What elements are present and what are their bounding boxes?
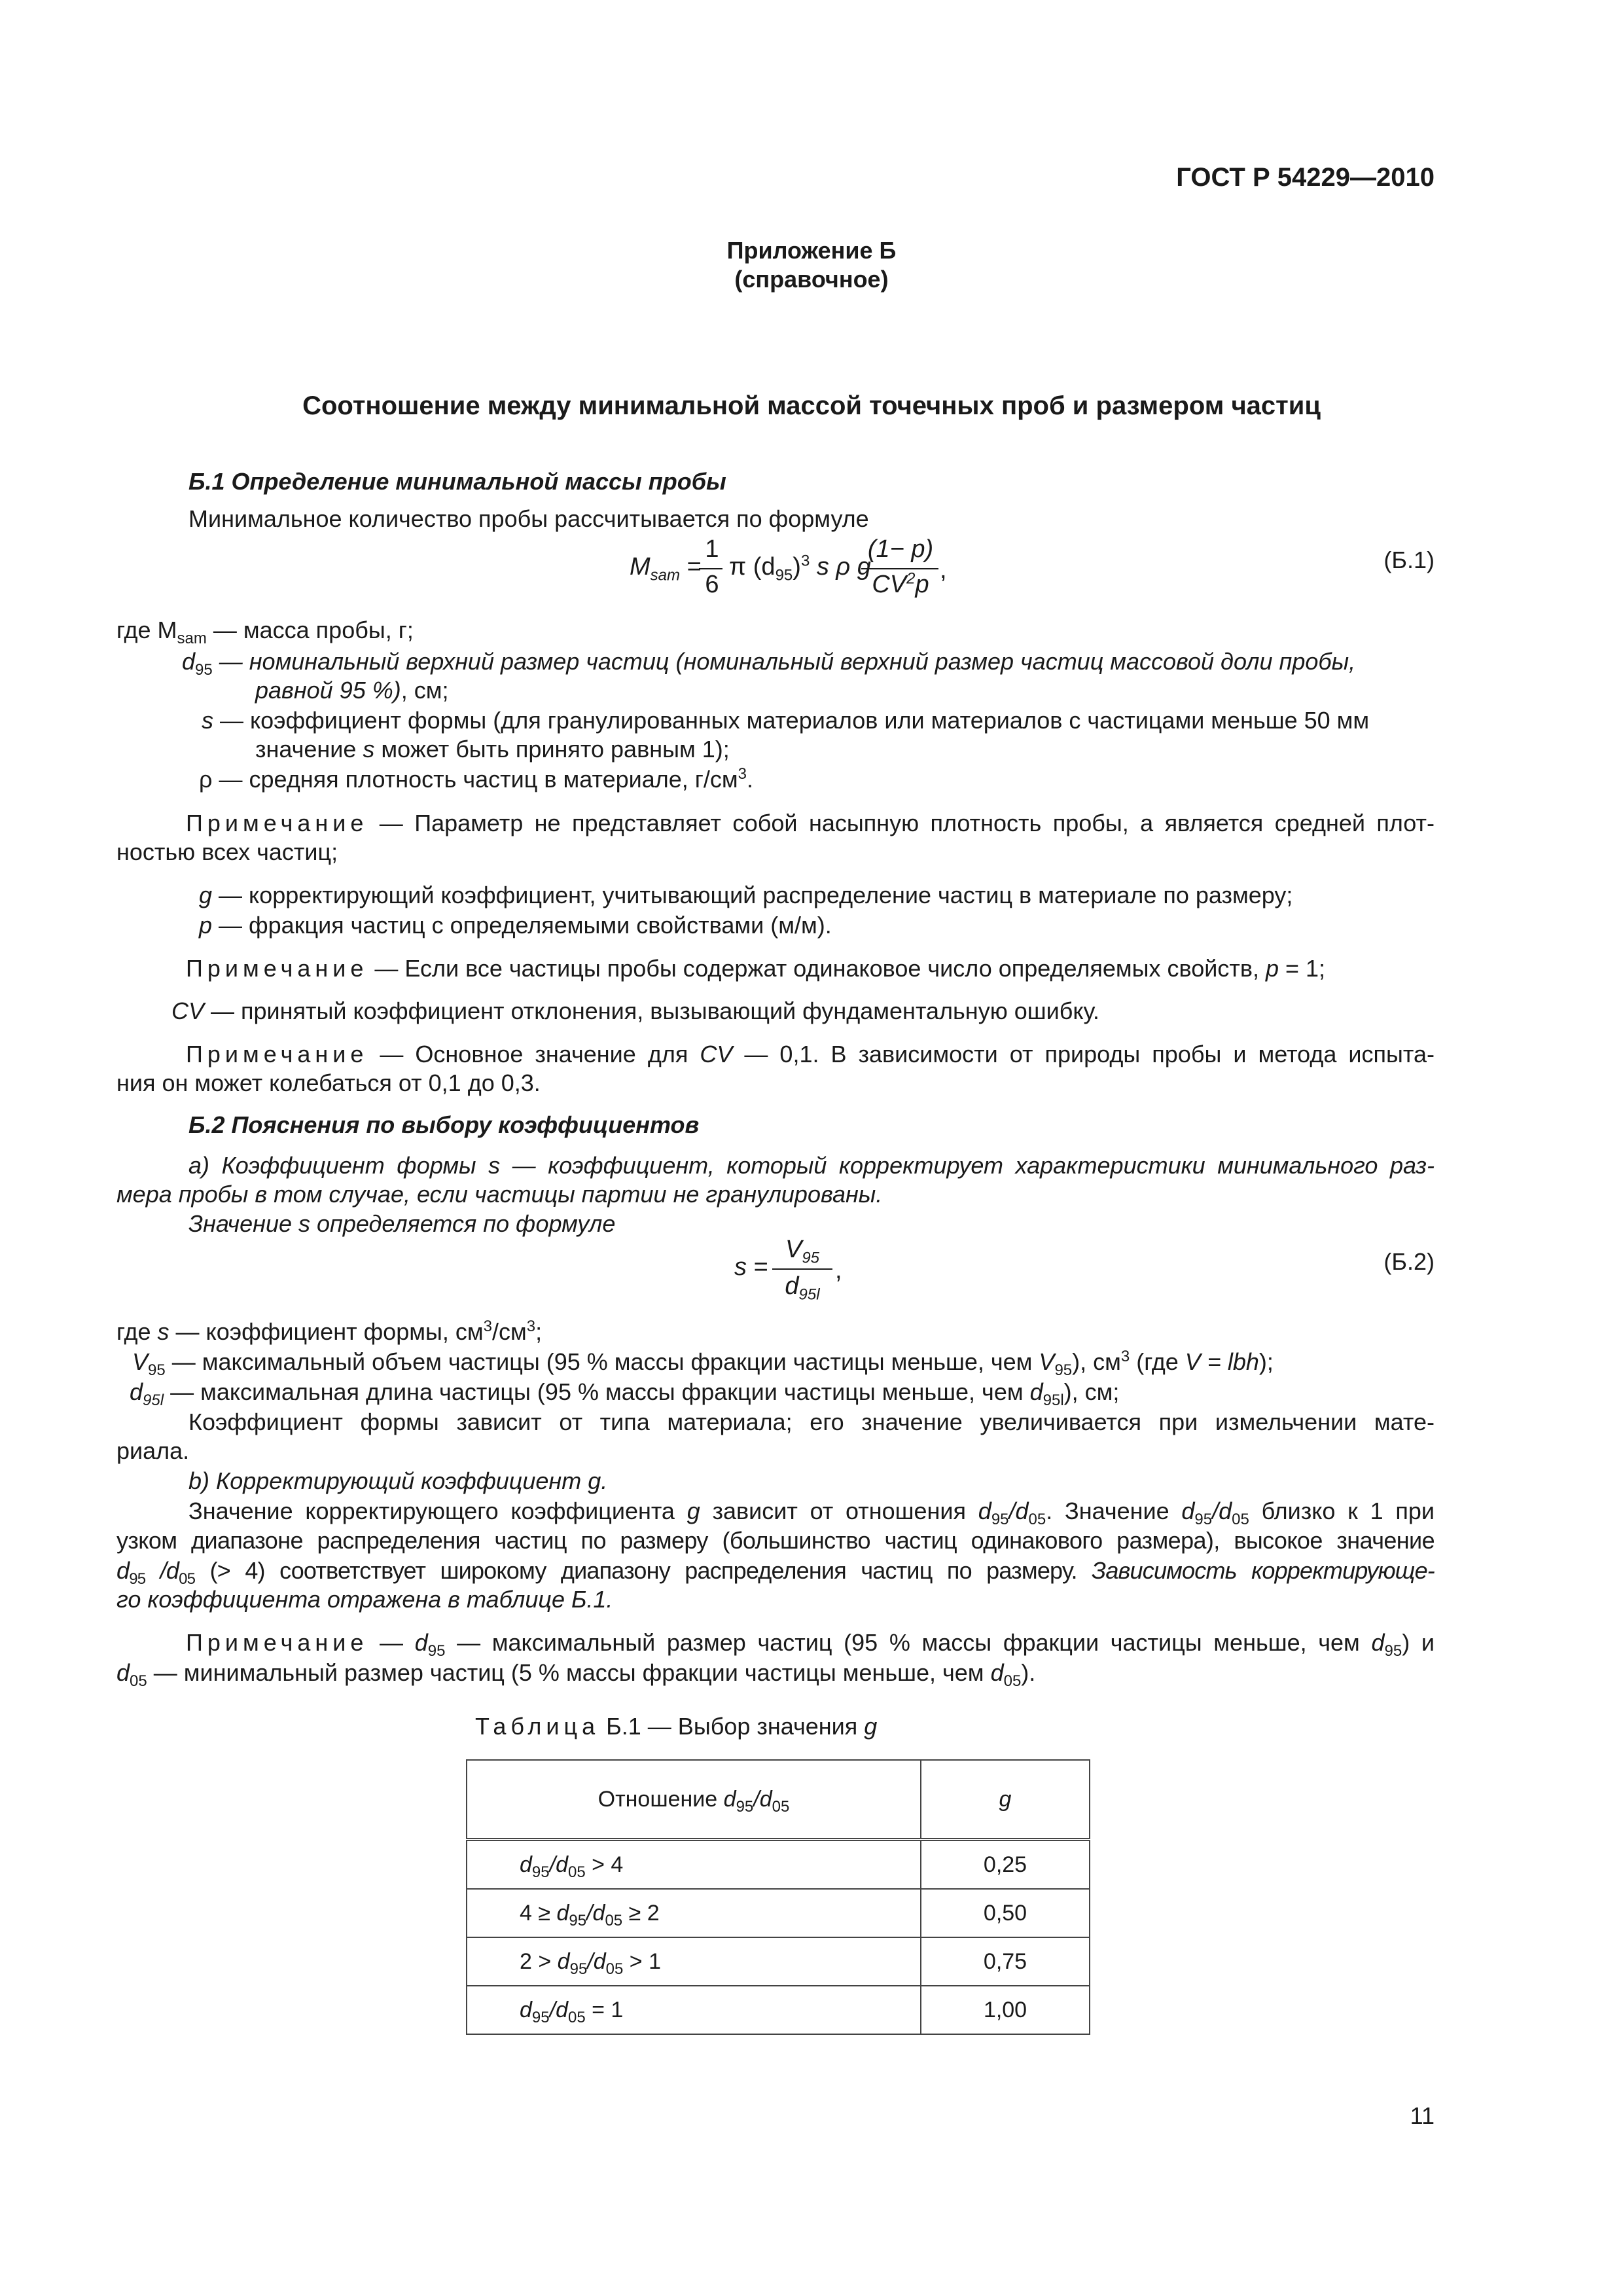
- table-row: [467, 1840, 1090, 1890]
- def-d95l: $d_{95l}$ — максимальная длина частицы (95 % массы фракции частицы меньше, чем $d_{95l}$), см;: [130, 1378, 1120, 1410]
- def-msam: где $M_{sam}$ — масса пробы, г;: [116, 617, 414, 648]
- note-1: Примечание — Параметр не представляет собой насыпную плотность пробы, а является средней плот-: [186, 810, 1435, 836]
- document-page: ГОСТ Р 54229—2010 Приложение Б (справочное) Соотношение между минимальной массой точечных проб и размером частиц Б.1 Определение минимальной массы пробы Минимальное количество пробы рассчитывается по формуле $M_{sam}$ = 1 6 π $(d_{95})^3$ s ρ g (1− p) $CV^2p$ , (Б.1) где $M_{sam}$ — масса пробы, г; $d_{95}$ — номинальный верхний размер частиц (номинальный верхний размер частиц массовой доли пробы, равной 95 %), см; s — коэффициент формы (для гранулированных материалов или материалов с частицами меньше 50 мм значение s может быть принято равным 1); ρ — средняя плотность частиц в материале, $г/см^3$. Примечание — Параметр не представляет собой насыпную плотность пробы, а является средней плот- ностью всех частиц; g — корректирующий коэффициент, учитывающий распределение частиц в материале по размеру; p — фракция частиц с определяемыми свойствами (м/м). Примечание — Если все частицы пробы содержат одинаковое число определяемых свойств, p = 1; CV — принятый коэффициент отклонения, вызывающий фундаментальную ошибку. Примечание — Основное значение для CV — 0,1. В зависимости от природы пробы и метода испыта- ния он может колебаться от 0,1 до 0,3. Б.2 Пояснения по выбору коэффициентов а) Коэффициент формы s — коэффициент, который корректирует характеристики минимального раз- мера пробы в том случае, если частицы партии не гранулированы. Значение s определяется по формуле s = $V_{95}$ $d_{95l}$ , (Б.2) где s — коэффициент формы, $см^3/см^3$; $V_{95}$ — максимальный объем частицы (95 % массы фракции частицы меньше, чем $V_{95}$), $см^3$ (где V = lbh); $d_{95l}$ — максимальная длина частицы (95 % массы фракции частицы меньше, чем $d_{95l}$), см; Коэффициент формы зависит от типа материала; его значение увеличивается при измельчении мате- риала. b) Корректирующий коэффициент g. Значение корректирующего коэффициента g зависит от отношения $d_{95}/d_{05}$. Значение $d_{95}/d_{05}$ близко к 1 при узком диапазоне распределения частиц по размеру (большинство частиц одинакового размера), высокое значение $d_{95}$ $/d_{05}$ (> 4) соответствует широкому диапазону распределения частиц по размеру. Зависимость корректирующе- го коэффициента отражена в таблице Б.1. Примечание — $d_{95}$ — максимальный размер частиц (95 % массы фракции частицы меньше, чем $d_{95}$) и $d_{05}$ — минимальный размер частиц (5 % массы фракции частицы меньше, чем $d_{05}$). Таблица Б.1 — Выбор значения g Отношение $d_{95}/d_{05}$ g $d_{95}/d_{05} > 4$ 0,25 $4 \ge d_{95}/d_{05} \ge 2$ 0,50 $2 > d_{95}/d_{05} > 1$ 0,75 $d_{95}/d_{05} = 1$ 1,00 11: [0, 0, 1623, 2296]
- table-caption: Таблица Б.1 — Выбор значения g: [475, 1713, 878, 1740]
- section1-heading: Б.1 Определение минимальной массы пробы: [188, 468, 726, 495]
- doc-code: ГОСТ Р 54229—2010: [1176, 163, 1435, 192]
- def-p: p — фракция частиц с определяемыми свойствами (м/м).: [199, 912, 832, 939]
- table-cell-g: 0,25: [921, 1840, 1090, 1890]
- table-cell-ratio: $4 \ge d_{95}/d_{05} \ge 2$: [467, 1889, 921, 1937]
- formula-b2-number: (Б.2): [1383, 1248, 1435, 1275]
- def-d95-cont: равной 95 %), см;: [255, 677, 449, 704]
- para-a-line2: мера пробы в том случае, если частицы партии не гранулированы.: [116, 1181, 883, 1208]
- def-rho: ρ — средняя плотность частиц в материале, $г/см^3$.: [199, 765, 754, 793]
- table-header-g: g: [921, 1760, 1090, 1840]
- def-v95: $V_{95}$ — максимальный объем частицы (95 % массы фракции частицы меньше, чем $V_{95}$), $см^3$ (где V = lbh);: [132, 1348, 1274, 1380]
- page-number: 11: [1410, 2102, 1435, 2129]
- def-cv: CV — принятый коэффициент отклонения, вызывающий фундаментальную ошибку.: [171, 997, 1099, 1024]
- table-cell-ratio: $d_{95}/d_{05} = 1$: [467, 1986, 921, 2034]
- note-3: Примечание — Основное значение для CV — 0,1. В зависимости от природы пробы и метода испыта-: [186, 1041, 1435, 1067]
- g-paragraph-line4: го коэффициента отражена в таблице Б.1.: [116, 1586, 613, 1613]
- table-cell-ratio: $d_{95}/d_{05} > 4$: [467, 1840, 921, 1890]
- table-row: [467, 1889, 1090, 1937]
- note-4: Примечание — $d_{95}$ — максимальный размер частиц (95 % массы фракции частицы меньше, чем $d_{95}$) и: [186, 1629, 1435, 1660]
- note-2: Примечание — Если все частицы пробы содержат одинаковое число определяемых свойств, p = 1;: [186, 955, 1326, 982]
- def-d95: $d_{95}$ — номинальный верхний размер частиц (номинальный верхний размер частиц массовой доли пробы,: [182, 648, 1356, 679]
- g-paragraph-line3: $d_{95}$ $/d_{05}$ (> 4) соответствует широкому диапазону распределения частиц по размеру. Зависимость корректирующе-: [116, 1557, 1435, 1588]
- g-selection-table: [466, 1759, 1090, 2035]
- def-s-cont: значение s может быть принято равным 1);: [255, 736, 730, 762]
- appendix-subtitle: (справочное): [734, 266, 889, 293]
- main-title: Соотношение между минимальной массой точечных проб и размером частиц: [302, 391, 1321, 420]
- table-cell-g: 0,50: [921, 1889, 1090, 1937]
- table-cell-g: 0,75: [921, 1937, 1090, 1986]
- appendix-title: Приложение Б: [726, 237, 897, 264]
- section2-heading: Б.2 Пояснения по выбору коэффициентов: [188, 1111, 700, 1138]
- table-header-ratio: Отношение $d_{95}/d_{05}$: [467, 1760, 921, 1840]
- note-4-cont: $d_{05}$ — минимальный размер частиц (5 % массы фракции частицы меньше, чем $d_{05}$).: [116, 1659, 1036, 1691]
- para-b: b) Корректирующий коэффициент g.: [188, 1467, 608, 1494]
- def-g: g — корректирующий коэффициент, учитывающий распределение частиц в материале по размеру;: [199, 882, 1293, 908]
- table-header-row: [467, 1760, 1090, 1840]
- def-s: s — коэффициент формы (для гранулированных материалов или материалов с частицами меньше 50 мм: [202, 707, 1370, 734]
- table-cell-g: 1,00: [921, 1986, 1090, 2034]
- note-3-cont: ния он может колебаться от 0,1 до 0,3.: [116, 1069, 541, 1096]
- section1-intro: Минимальное количество пробы рассчитывается по формуле: [188, 505, 869, 532]
- g-paragraph-line1: Значение корректирующего коэффициента g зависит от отношения $d_{95}/d_{05}$. Значение $d_{95}/d_{05}$ близко к 1 при: [188, 1498, 1435, 1529]
- table-cell-ratio: $2 > d_{95}/d_{05} > 1$: [467, 1937, 921, 1986]
- shape-paragraph-cont: риала.: [116, 1437, 190, 1464]
- g-paragraph-line2: узком диапазоне распределения частиц по размеру (большинство частиц одинакового размера), высокое значение: [116, 1527, 1435, 1554]
- note-1-cont: ностью всех частиц;: [116, 838, 338, 865]
- para-a-line3: Значение s определяется по формуле: [188, 1210, 616, 1237]
- shape-paragraph: Коэффициент формы зависит от типа материала; его значение увеличивается при измельчении мате-: [188, 1408, 1435, 1435]
- table-row: [467, 1986, 1090, 2034]
- def-s-shape: где s — коэффициент формы, $см^3/см^3$;: [116, 1318, 543, 1345]
- table-row: [467, 1937, 1090, 1986]
- formula-b1-number: (Б.1): [1383, 547, 1435, 573]
- para-a-line1: а) Коэффициент формы s — коэффициент, который корректирует характеристики минимального раз-: [188, 1152, 1435, 1179]
